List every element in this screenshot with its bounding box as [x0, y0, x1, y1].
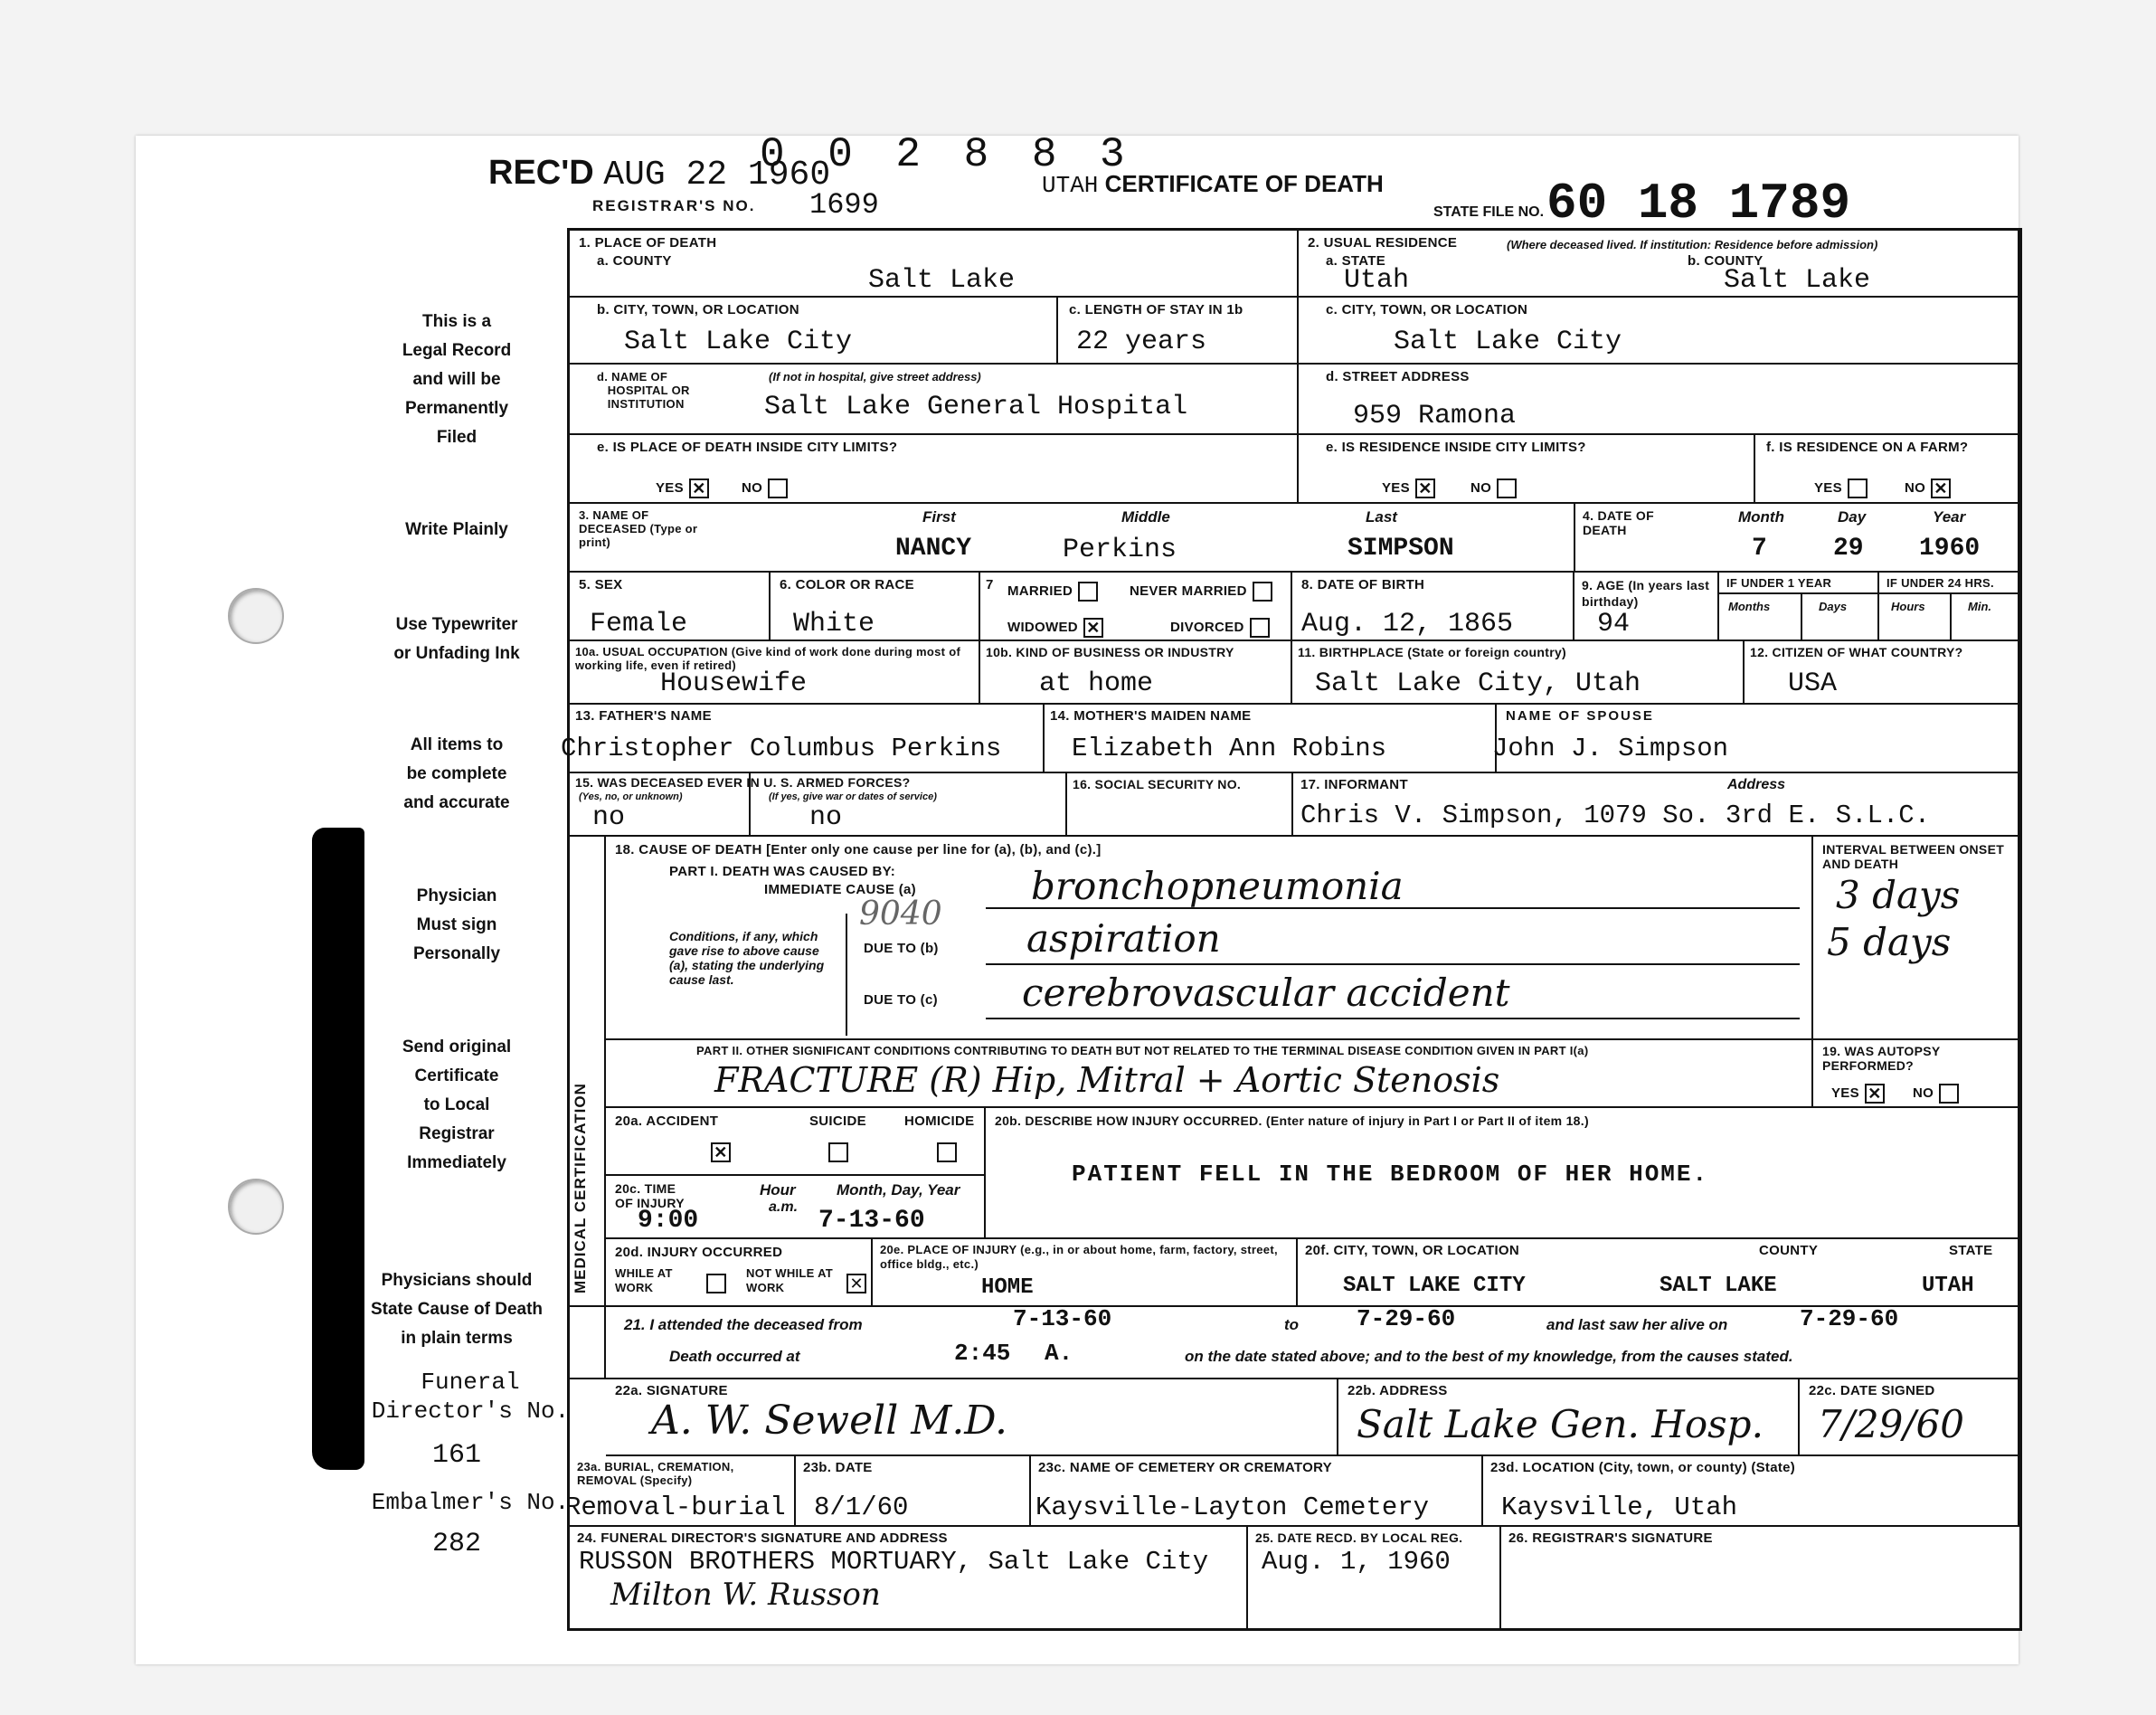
disposition-type: 23a. BURIAL, CREMATION, REMOVAL (Specify) Removal-burial	[570, 1456, 796, 1527]
state-file-label: STATE FILE NO.	[1433, 204, 1545, 220]
mothers-maiden-name: 14. MOTHER'S MAIDEN NAME Elizabeth Ann Robins	[1045, 705, 1497, 773]
usual-residence-state: 2. USUAL RESIDENCE (Where deceased lived. If institution: Residence before admission) a. STATE Utah b. COUNTY Salt Lake	[1299, 231, 2019, 298]
color-or-race: 6. COLOR OR RACE White	[771, 573, 980, 641]
physician-address: 22b. ADDRESS Salt Lake Gen. Hosp.	[1338, 1379, 1800, 1456]
name-of-deceased: 3. NAME OF DECEASED (Type or print) First Middle Last NANCY Perkins SIMPSON	[570, 504, 1575, 573]
date-of-death: 4. DATE OF DEATH Month Day Year 7 29 1960	[1575, 504, 2019, 573]
cemetery-location: 23d. LOCATION (City, town, or county) (State) Kaysville, Utah	[1483, 1456, 2019, 1527]
received-stamp: REC'D AUG 22 1960	[488, 154, 831, 194]
usual-occupation: 10a. USUAL OCCUPATION (Give kind of work done during most of working life, even if retired) Housewife	[570, 641, 980, 705]
how-injury-occurred: 20b. DESCRIBE HOW INJURY OCCURRED. (Enter nature of injury in Part I or Part II of item 18.) PATIENT FELL IN THE BEDROOM OF HER HOME.	[986, 1108, 2019, 1239]
social-security: 16. SOCIAL SECURITY NO.	[1067, 773, 1293, 837]
physician-signature: 22a. SIGNATURE A. W. Sewell M.D.	[606, 1379, 1338, 1456]
cemetery: 23c. NAME OF CEMETERY OR CREMATORY Kaysville-Layton Cemetery	[1031, 1456, 1483, 1527]
residence-on-farm: f. IS RESIDENCE ON A FARM? YES NO ✕	[1755, 435, 2019, 504]
certificate-title: UTAH CERTIFICATE OF DEATH	[1042, 170, 1384, 199]
injury-occurred: 20d. INJURY OCCURRED WHILE AT WORK NOT WHILE AT WORK ✕	[570, 1239, 873, 1307]
registrar-number: 1699	[809, 188, 879, 222]
attendance-statement: 21. I attended the deceased from 7-13-60 to 7-29-60 and last saw her alive on 7-29-60 Death occurred at 2:45 A. on the date stated above; and to the best of my knowledge, from the causes stated.	[606, 1307, 2019, 1379]
cause-of-death: 18. CAUSE OF DEATH [Enter only one cause per line for (a), (b), and (c).] PART I. DEATH WAS CAUSED BY: IMMEDIATE CAUSE (a) bronchopneumonia 9040 Conditions, if any, which gave rise to above cause (a), stating the underlying cause last. DUE TO (b) aspiration DUE TO (c) cerebrovascular accident	[606, 837, 1813, 1040]
residence-city: c. CITY, TOWN, OR LOCATION Salt Lake City	[1299, 298, 2019, 365]
serial-number: 0 0 2 8 8 3	[760, 131, 1134, 178]
medical-certification-label: MEDICAL CERTIFICATION	[572, 1083, 589, 1293]
sidebar-note: Write Plainly	[405, 520, 508, 539]
autopsy: 19. WAS AUTOPSY PERFORMED? YES ✕ NO	[1813, 1040, 2019, 1108]
sidebar-note: Use Typewriter or Unfading Ink	[393, 615, 520, 663]
sidebar-note: Send original Certificate to Local Registrar Immediately	[402, 1038, 512, 1172]
age-under-one: IF UNDER 1 YEAR IF UNDER 24 HRS. Months Days Hours Min.	[1719, 573, 2019, 641]
sidebar-note: This is a Legal Record and will be Permanently Filed	[402, 312, 512, 447]
certificate-form	[561, 228, 2022, 1631]
date-received: 25. DATE RECD. BY LOCAL REG. Aug. 1, 1960	[1248, 1527, 1501, 1628]
punch-hole	[228, 588, 284, 644]
embalmer-label: Embalmer's No.	[371, 1489, 570, 1516]
registrar-signature: 26. REGISTRAR'S SIGNATURE	[1508, 1530, 1713, 1546]
funeral-director-number: 161	[432, 1440, 482, 1471]
registrar-label: REGISTRAR'S NO.	[592, 197, 756, 214]
part-two-conditions: PART II. OTHER SIGNIFICANT CONDITIONS CONTRIBUTING TO DEATH BUT NOT RELATED TO THE TERMINAL DISEASE CONDITION GIVEN IN PART I(a) FRACTURE (R) Hip, Mitral + Aortic Stenosis	[606, 1040, 1813, 1108]
death-inside-city-limits: e. IS PLACE OF DEATH INSIDE CITY LIMITS? YES ✕ NO	[570, 435, 1299, 504]
injury-location: 20f. CITY, TOWN, OR LOCATION COUNTY STATE SALT LAKE CITY SALT LAKE UTAH	[1298, 1239, 2019, 1307]
hospital-name: d. NAME OF HOSPITAL OR INSTITUTION (If not in hospital, give street address) Salt Lake General Hospital	[570, 365, 1299, 435]
marital-status: 7 MARRIED NEVER MARRIED WIDOWED ✕ DIVORCED	[980, 573, 1292, 641]
place-of-injury: 20e. PLACE OF INJURY (e.g., in or about home, farm, factory, street, office bldg., etc.) HOME	[873, 1239, 1298, 1307]
redaction-bar	[312, 828, 364, 1470]
interval-onset-death: INTERVAL BETWEEN ONSET AND DEATH 3 days 5 days	[1813, 837, 2019, 1040]
war-service: (If yes, give war or dates of service) no	[751, 773, 1067, 837]
embalmer-number: 282	[432, 1529, 482, 1559]
sidebar-note: Physician Must sign Personally	[412, 886, 501, 963]
armed-forces: 15. WAS DECEASED EVER IN U. S. ARMED FORCES? (Yes, no, or unknown) no	[570, 773, 751, 837]
birthplace: 11. BIRTHPLACE (State or foreign country) Salt Lake City, Utah	[1292, 641, 1745, 705]
residence-inside-city-limits: e. IS RESIDENCE INSIDE CITY LIMITS? YES ✕ NO	[1299, 435, 1755, 504]
length-of-stay: c. LENGTH OF STAY IN 1b 22 years	[1058, 298, 1299, 365]
punch-hole	[228, 1179, 284, 1235]
spouse-name: NAME OF SPOUSE John J. Simpson	[1497, 705, 2019, 773]
sex: 5. SEX Female	[570, 573, 771, 641]
disposition-date: 23b. DATE 8/1/60	[796, 1456, 1031, 1527]
date-of-birth: 8. DATE OF BIRTH Aug. 12, 1865	[1292, 573, 1574, 641]
age: 9. AGE (In years last birthday) 94	[1574, 573, 1719, 641]
accident-suicide-homicide: 20a. ACCIDENT SUICIDE HOMICIDE ✕	[606, 1108, 986, 1176]
funeral-director-label: Funeral Director's No.	[371, 1369, 570, 1425]
informant: 17. INFORMANT Address Chris V. Simpson, 1079 So. 3rd E. S.L.C.	[1293, 773, 2019, 837]
place-of-death-county: 1. PLACE OF DEATH a. COUNTY Salt Lake	[570, 231, 1299, 298]
fathers-name: 13. FATHER'S NAME Christopher Columbus Perkins	[570, 705, 1045, 773]
funeral-director: 24. FUNERAL DIRECTOR'S SIGNATURE AND ADDRESS RUSSON BROTHERS MORTUARY, Salt Lake City Milton W. Russon	[570, 1527, 1248, 1628]
place-of-death-city: b. CITY, TOWN, OR LOCATION Salt Lake City	[570, 298, 1058, 365]
sidebar-note: Physicians should State Cause of Death in plain terms	[370, 1271, 544, 1348]
time-of-injury: 20c. TIME OF INJURY Hour Month, Day, Year a.m. 9:00 7-13-60	[606, 1176, 986, 1239]
residence-street: d. STREET ADDRESS 959 Ramona	[1299, 365, 2019, 435]
state-file-number: 60 18 1789	[1546, 175, 1851, 232]
date-signed: 22c. DATE SIGNED 7/29/60	[1800, 1379, 2019, 1456]
kind-of-business: 10b. KIND OF BUSINESS OR INDUSTRY at home	[980, 641, 1292, 705]
sidebar-note: All items to be complete and accurate	[403, 735, 510, 812]
citizenship: 12. CITIZEN OF WHAT COUNTRY? USA	[1745, 641, 2019, 705]
